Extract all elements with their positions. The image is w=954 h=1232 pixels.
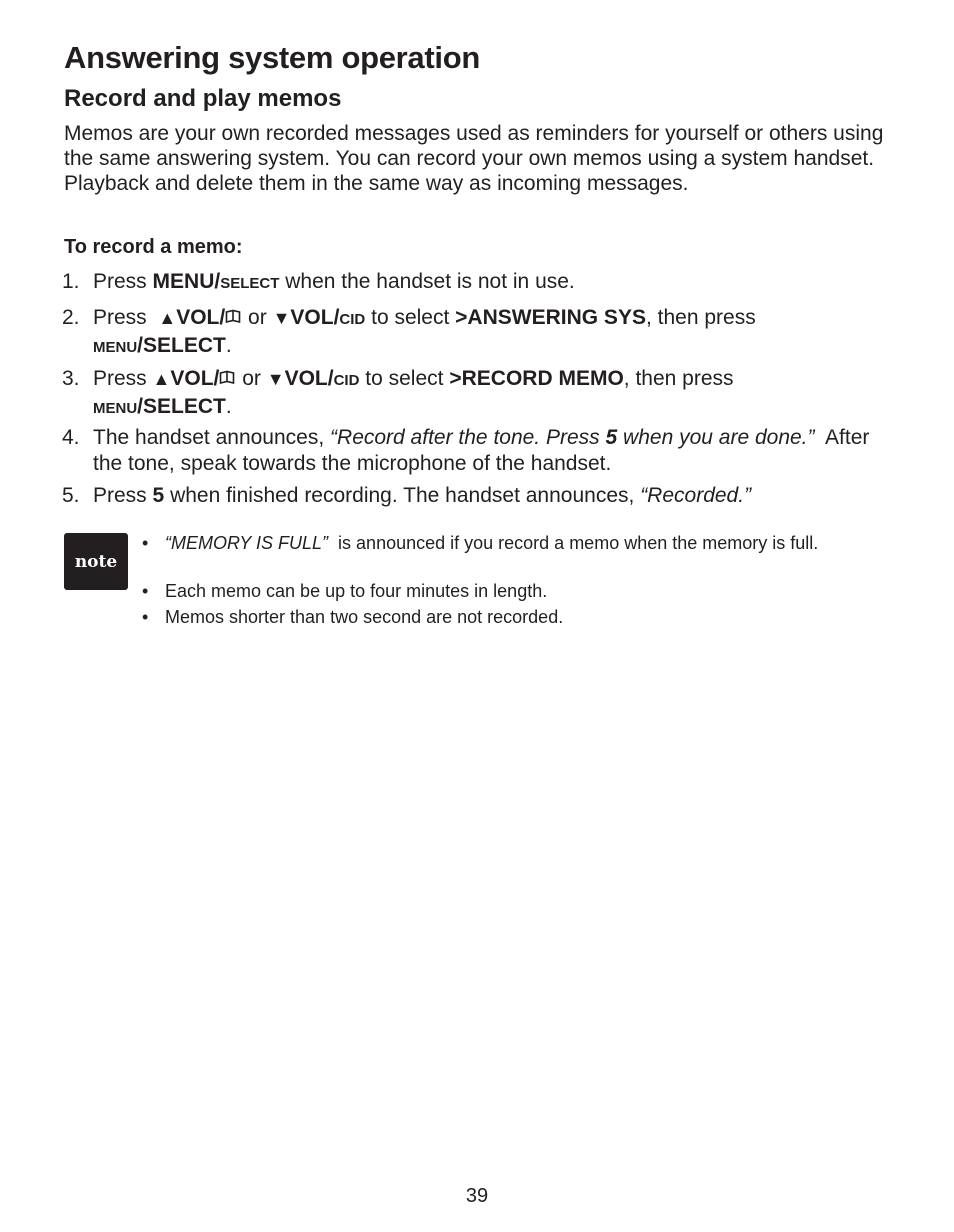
step-text: when finished recording. The handset announces,: [170, 484, 635, 507]
section-title: Record and play memos: [64, 85, 342, 112]
step-number: 5.: [62, 484, 80, 507]
step-text: , then press: [623, 367, 734, 390]
intro-paragraph: Memos are your own recorded messages used as reminders for yourself or others using the same answering system. You can record your own memos using a system handset. Playback and delete them in the same way as incoming messages.: [64, 122, 884, 195]
note-text: is announced if you record a memo when the memory is full.: [338, 533, 819, 553]
step-3: [62, 366, 882, 421]
down-arrow-icon: ▼: [266, 369, 285, 389]
step-text: The handset announces,: [93, 426, 325, 449]
vol-up-key: VOL/: [170, 367, 220, 390]
up-arrow-icon: ▲: [158, 308, 177, 328]
step-text: to select: [371, 306, 450, 329]
cid-key: CID: [339, 311, 366, 328]
up-arrow-icon: ▲: [152, 369, 171, 389]
step-text: .: [225, 333, 232, 357]
bullet: •: [142, 607, 149, 627]
announcement-quote: “Recorded.”: [640, 484, 752, 507]
key-5: 5: [152, 484, 165, 507]
step-4: [62, 425, 882, 476]
menu-key: MENU: [93, 399, 138, 417]
note-item-2: [142, 580, 882, 602]
announcement-quote: “Record after the tone. Press: [330, 426, 600, 449]
step-number: 1.: [62, 270, 80, 293]
step-text: .: [225, 394, 232, 418]
step-text: or: [248, 306, 267, 329]
vol-up-key: VOL/: [176, 306, 226, 329]
step-text: or: [242, 367, 261, 390]
down-arrow-icon: ▼: [272, 308, 291, 328]
note-item-1: [142, 532, 882, 554]
select-key: SELECT: [220, 275, 280, 292]
note-text: Each memo can be up to four minutes in length.: [165, 581, 548, 601]
vol-down-key: VOL/: [290, 306, 340, 329]
page-number: 39: [465, 1185, 489, 1207]
note-badge: note: [64, 533, 128, 590]
step-text: Press: [93, 270, 147, 293]
step-text: Press: [93, 367, 147, 390]
menu-target: >RECORD MEMO: [449, 367, 624, 390]
key-5: 5: [605, 426, 618, 449]
note-item-3: [142, 606, 882, 628]
book-icon: [219, 369, 236, 386]
step-number: 2.: [62, 306, 80, 329]
select-key: /SELECT: [137, 333, 226, 357]
step-number: 4.: [62, 426, 80, 449]
menu-target: >ANSWERING SYS: [455, 306, 646, 329]
menu-key: MENU/: [152, 270, 221, 293]
bullet: •: [142, 533, 149, 553]
page-title: Answering system operation: [64, 40, 480, 75]
sub-heading: To record a memo:: [64, 236, 243, 258]
step-number: 3.: [62, 367, 80, 390]
book-icon: [225, 308, 242, 325]
step-text: Press: [93, 484, 147, 507]
step-text: when the handset is not in use.: [285, 270, 575, 293]
select-key: /SELECT: [137, 394, 226, 418]
step-text: After the tone, speak towards the microphone of the handset.: [93, 426, 870, 475]
step-5: [62, 483, 882, 509]
cid-key: CID: [333, 372, 360, 389]
announcement-quote: when you are done.”: [623, 426, 815, 449]
step-text: to select: [365, 367, 444, 390]
vol-down-key: VOL/: [284, 367, 334, 390]
announcement-quote: “MEMORY IS FULL”: [165, 533, 329, 553]
menu-key: MENU: [93, 338, 138, 356]
step-text: Press: [93, 306, 147, 329]
step-1: [62, 269, 882, 297]
bullet: •: [142, 581, 149, 601]
step-2: [62, 305, 882, 360]
step-text: , then press: [645, 306, 756, 329]
note-text: Memos shorter than two second are not recorded.: [165, 607, 564, 627]
